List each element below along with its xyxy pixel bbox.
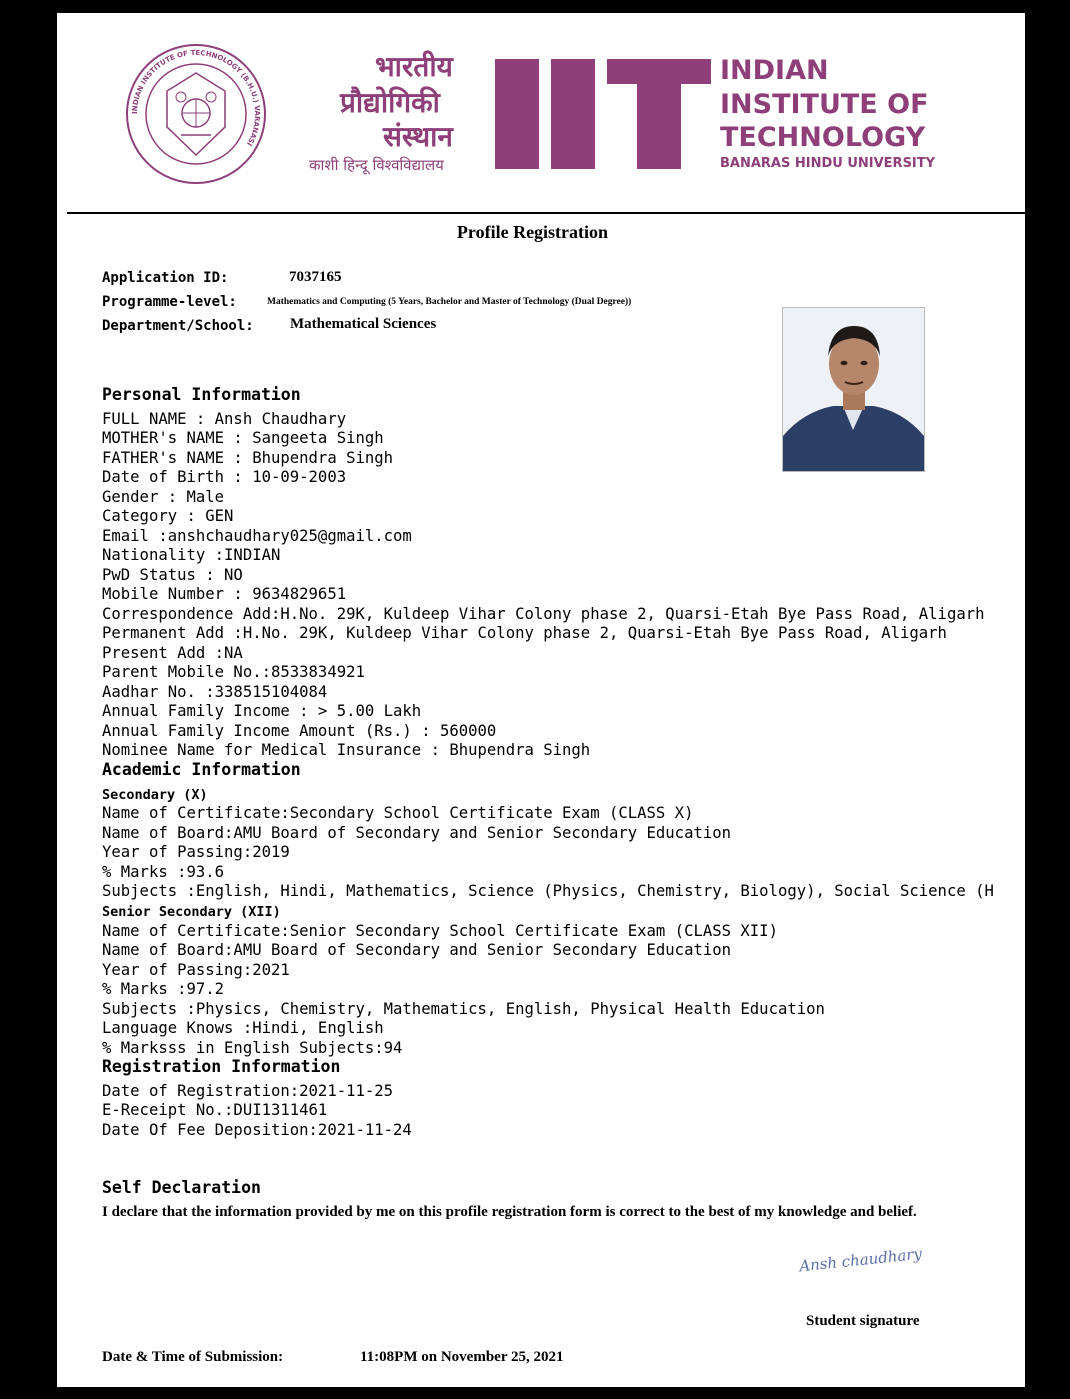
senior-year: Year of Passing:2021 xyxy=(102,961,290,979)
hindi-name-line-1: भारतीय xyxy=(375,50,453,83)
senior-board: Name of Board:AMU Board of Secondary and Senior Secondary Education xyxy=(102,941,732,959)
secondary-subjects: Subjects :English, Hindi, Mathematics, Science (Physics, Chemistry, Biology), Social Science (H xyxy=(102,882,994,900)
pwd-status: PwD Status : NO xyxy=(102,566,243,584)
senior-certificate: Name of Certificate:Senior Secondary School Certificate Exam (CLASS XII) xyxy=(102,922,778,940)
mobile-number: Mobile Number : 9634829651 xyxy=(102,585,347,603)
submission-label: Date & Time of Submission: xyxy=(102,1349,284,1365)
page-title: Profile Registration xyxy=(456,222,609,242)
full-name: FULL NAME : Ansh Chaudhary xyxy=(102,410,347,428)
secondary-certificate: Name of Certificate:Secondary School Certificate Exam (CLASS X) xyxy=(102,804,694,822)
declaration-text: I declare that the information provided by me on this profile registration form is correct to the best of my knowledge and belief. xyxy=(102,1204,917,1220)
fathers-name: FATHER's NAME : Bhupendra Singh xyxy=(102,449,394,467)
applicant-photo xyxy=(782,307,925,472)
seal-text: INDIAN INSTITUTE OF TECHNOLOGY (B.H.U.) VARANASI xyxy=(130,48,262,148)
senior-subjects: Subjects :Physics, Chemistry, Mathematics, English, Physical Health Education xyxy=(102,1000,825,1018)
english-name-line-4: BANARAS HINDU UNIVERSITY xyxy=(720,156,936,171)
department-value: Mathematical Sciences xyxy=(290,316,437,332)
aadhar-number: Aadhar No. :338515104084 xyxy=(102,683,328,701)
programme-level-label: Programme-level: xyxy=(102,294,237,310)
nominee-name: Nominee Name for Medical Insurance : Bhupendra Singh xyxy=(102,741,591,759)
application-id-label: Application ID: xyxy=(102,270,229,286)
secondary-board: Name of Board:AMU Board of Secondary and Senior Secondary Education xyxy=(102,824,732,842)
nationality: Nationality :INDIAN xyxy=(102,546,281,564)
correspondence-address: Correspondence Add:H.No. 29K, Kuldeep Vihar Colony phase 2, Quarsi-Etah Bye Pass Road, Aligarh xyxy=(102,605,985,623)
document-page xyxy=(57,13,1025,1387)
registration-information-heading: Registration Information xyxy=(102,1057,341,1076)
annual-family-income: Annual Family Income : > 5.00 Lakh xyxy=(102,702,422,720)
email: Email :anshchaudhary025@gmail.com xyxy=(102,527,412,545)
parent-mobile: Parent Mobile No.:8533834921 xyxy=(102,663,365,681)
hindi-name-line-4: काशी हिन्दू विश्वविद्यालय xyxy=(309,156,444,174)
hindi-name-line-2: प्रौद्योगिकी xyxy=(340,86,440,119)
e-receipt-number: E-Receipt No.:DUI1311461 xyxy=(102,1101,328,1119)
mothers-name: MOTHER's NAME : Sangeeta Singh xyxy=(102,429,384,447)
header-divider xyxy=(67,212,1025,214)
english-name-line-1: INDIAN xyxy=(720,55,829,86)
category: Category : GEN xyxy=(102,507,234,525)
secondary-heading: Secondary (X) xyxy=(102,787,208,803)
fee-deposition-date: Date Of Fee Deposition:2021-11-24 xyxy=(102,1121,412,1139)
senior-secondary-heading: Senior Secondary (XII) xyxy=(102,904,281,920)
date-of-birth: Date of Birth : 10-09-2003 xyxy=(102,468,347,486)
hindi-name-line-3: संस्थान xyxy=(383,120,453,153)
secondary-year: Year of Passing:2019 xyxy=(102,843,290,861)
signature-label: Student signature xyxy=(806,1313,920,1329)
senior-marks: % Marks :97.2 xyxy=(102,980,225,998)
secondary-marks: % Marks :93.6 xyxy=(102,863,225,881)
english-name-line-2: INSTITUTE OF xyxy=(720,89,929,120)
english-marks: % Marksss in English Subjects:94 xyxy=(102,1039,403,1057)
department-label: Department/School: xyxy=(102,318,254,334)
languages-known: Language Knows :Hindi, English xyxy=(102,1019,384,1037)
programme-level-value: Mathematics and Computing (5 Years, Bachelor and Master of Technology (Dual Degree)) xyxy=(267,297,632,307)
english-name-line-3: TECHNOLOGY xyxy=(720,122,926,153)
self-declaration-heading: Self Declaration xyxy=(102,1178,261,1197)
submission-value: 11:08PM on November 25, 2021 xyxy=(360,1349,564,1365)
academic-information-heading: Academic Information xyxy=(102,760,301,779)
gender: Gender : Male xyxy=(102,488,225,506)
permanent-address: Permanent Add :H.No. 29K, Kuldeep Vihar Colony phase 2, Quarsi-Etah Bye Pass Road, Aligarh xyxy=(102,624,947,642)
annual-family-income-amount: Annual Family Income Amount (Rs.) : 560000 xyxy=(102,722,497,740)
personal-information-heading: Personal Information xyxy=(102,385,301,404)
application-id-value: 7037165 xyxy=(289,269,342,285)
date-of-registration: Date of Registration:2021-11-25 xyxy=(102,1082,394,1100)
present-address: Present Add :NA xyxy=(102,644,243,662)
institute-seal-logo xyxy=(125,43,267,185)
handwritten-signature: Ansh chaudhary xyxy=(798,1244,923,1276)
